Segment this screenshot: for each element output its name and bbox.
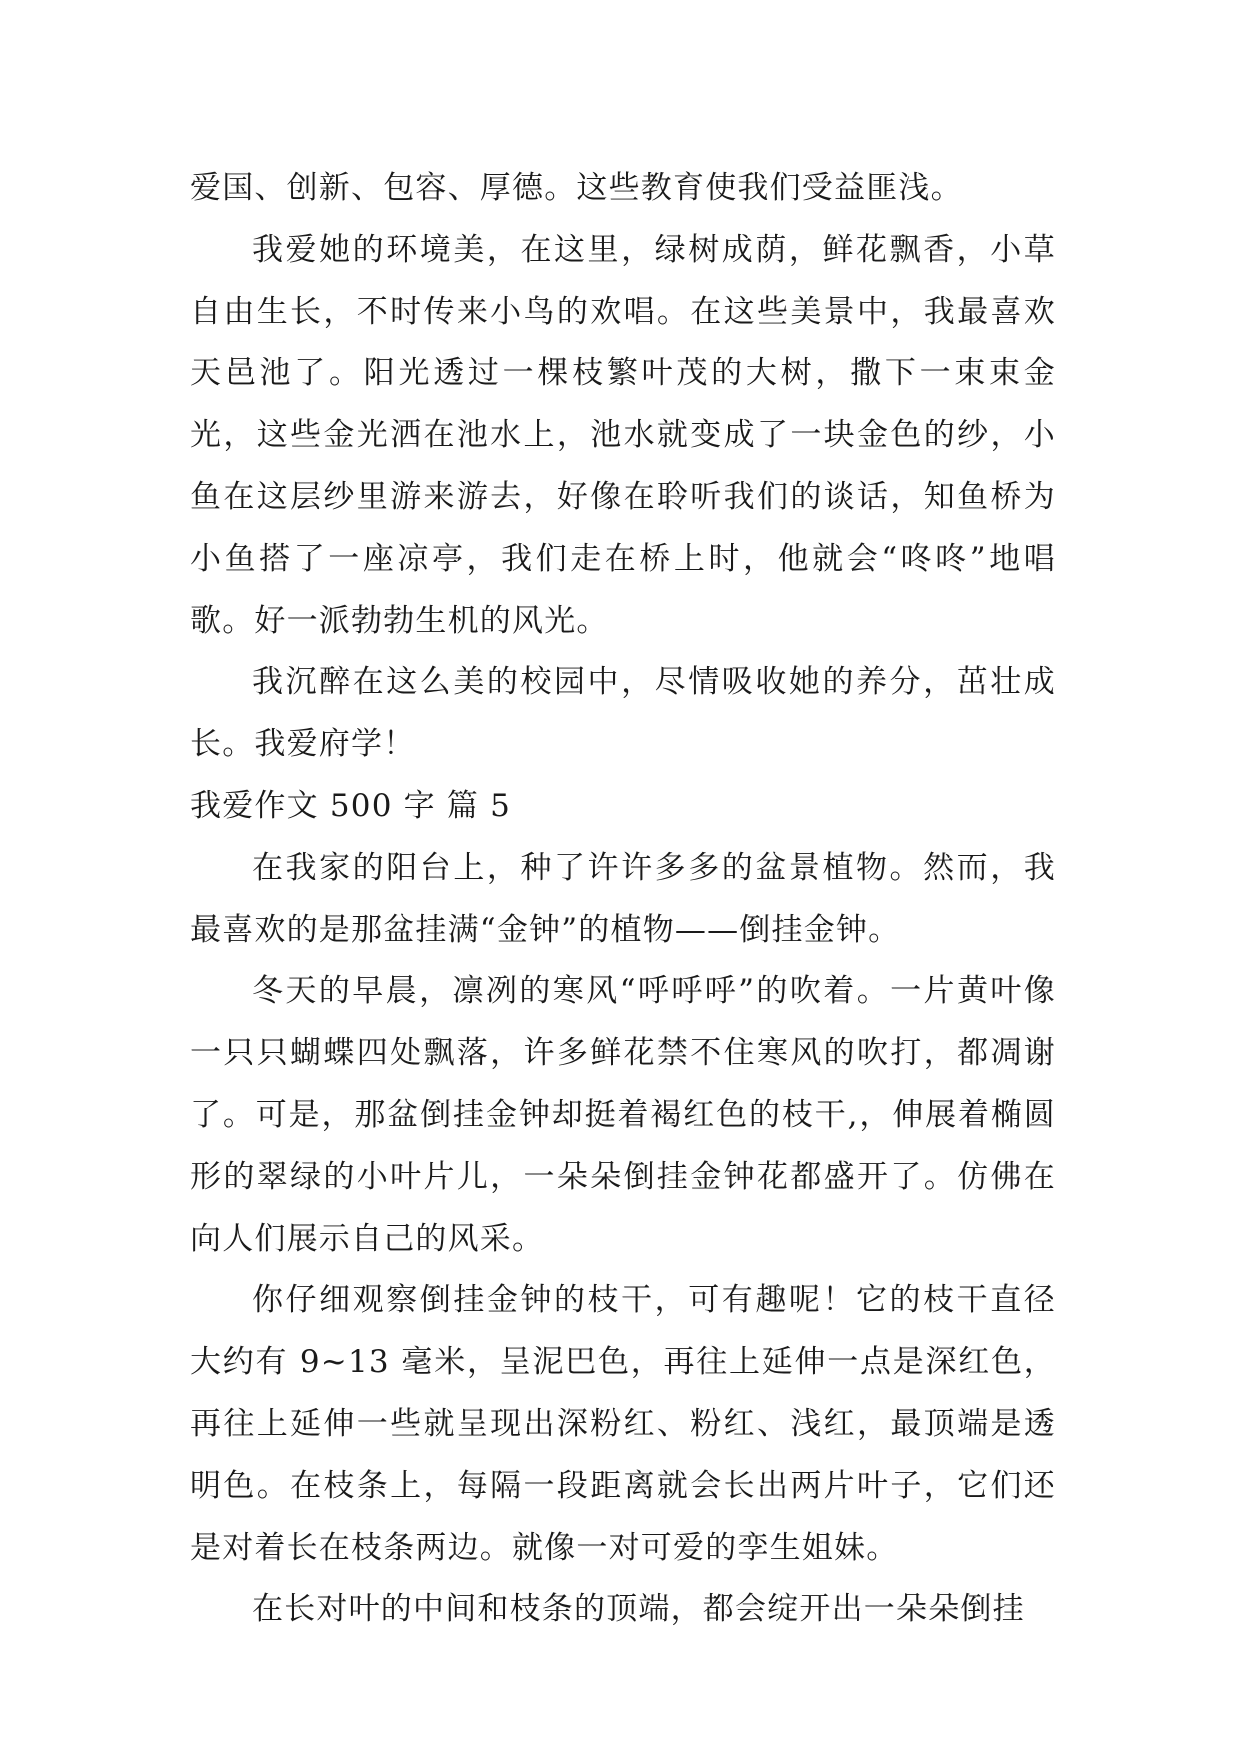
paragraph-branch: 你仔细观察倒挂金钟的枝干，可有趣呢！它的枝干直径大约有 9~13 毫米，呈泥巴色，再往上延伸一点是深红色，再往上延伸一些就呈现出深粉红、粉红、浅红，最顶端是透明色。在枝条上，每隔一段距离就会长出两片叶子，它们还是对着长在枝条两边。就像一对可爱的孪生姐妹。	[190, 1282, 1056, 1566]
paragraph-flower: 在长对叶的中间和枝条的顶端，都会绽开出一朵朵倒挂	[252, 1591, 1025, 1628]
paragraph-balcony: 在我家的阳台上，种了许许多多的盆景植物。然而，我最喜欢的是那盆挂满“金钟”的植物——倒挂金钟。	[190, 849, 1056, 948]
paragraph-environment: 我爱她的环境美，在这里，绿树成荫，鲜花飘香，小草自由生长，不时传来小鸟的欢唱。在这些美景中，我最喜欢天邑池了。阳光透过一棵枝繁叶茂的大树，撒下一束束金光，这些金光洒在池水上，池水就变成了一块金色的纱，小鱼在这层纱里游来游去，好像在聆听我们的谈话，知鱼桥为小鱼搭了一座凉亭，我们走在桥上时，他就会“咚咚”地唱歌。好一派勃勃生机的风光。	[190, 231, 1056, 639]
paragraph-continuation: 爱国、创新、包容、厚德。这些教育使我们受益匪浅。	[190, 170, 963, 206]
paragraph-winter: 冬天的早晨，凛冽的寒风“呼呼呼”的吹着。一片黄叶像一只只蝴蝶四处飘落，许多鲜花禁不住寒风的吹打，都凋谢了。可是，那盆倒挂金钟却挺着褐红色的枝干,，伸展着椭圆形的翠绿的小叶片儿，一朵朵倒挂金钟花都盛开了。仿佛在向人们展示自己的风采。	[190, 973, 1056, 1257]
document-body	[190, 158, 1056, 1641]
section-heading: 我爱作文 500 字 篇 5	[190, 787, 512, 824]
paragraph-love-school: 我沉醉在这么美的校园中，尽情吸收她的养分，茁壮成长。我爱府学！	[190, 664, 1056, 763]
